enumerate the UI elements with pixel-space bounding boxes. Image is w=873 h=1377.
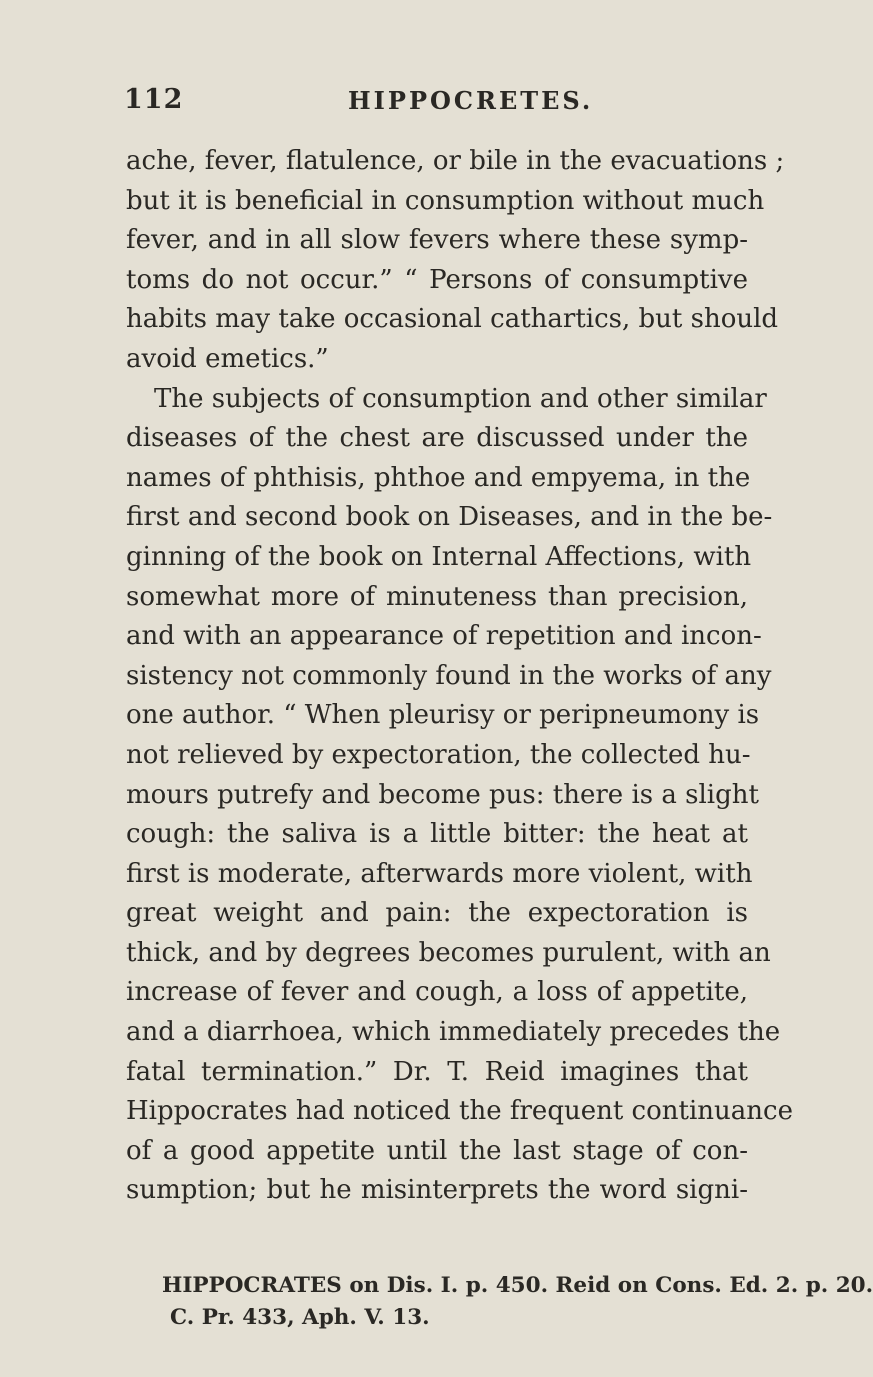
page-number: 112 (124, 84, 184, 115)
footnote (162, 1270, 873, 1334)
text-line: somewhat more of minuteness than precision, (126, 581, 748, 612)
text-line: sistency not commonly found in the works of any (126, 660, 772, 691)
text-line: habits may take occasional cathartics, but should (126, 304, 779, 335)
text-line: first is moderate, afterwards more violent, with (126, 858, 753, 889)
text-line: and with an appearance of repetition and incon- (126, 621, 762, 652)
text-line: of a good appetite until the last stage of con- (126, 1135, 748, 1166)
text-line: fever, and in all slow fevers where these symp- (126, 225, 748, 256)
text-line: mours putrefy and become pus: there is a slight (126, 779, 759, 810)
text-line: sumption; but he misinterprets the word signi- (126, 1175, 748, 1206)
text-line: avoid emetics.” (126, 343, 329, 374)
text-line: great weight and pain: the expectoration is (126, 898, 748, 929)
text-line: and a diarrhoea, which immediately precedes the (126, 1017, 781, 1048)
text-line: ginning of the book on Internal Affections, with (126, 541, 752, 572)
footnote-line: C. Pr. 433, Aph. V. 13. (170, 1305, 430, 1330)
body-text (126, 142, 793, 1211)
text-line: not relieved by expectoration, the collected hu- (126, 739, 751, 770)
footnote-line: HIPPOCRATES on Dis. I. p. 450. Reid on Cons. Ed. 2. p. 20. (162, 1273, 873, 1298)
text-line: one author. “ When pleurisy or peripneumony is (126, 700, 760, 731)
text-line: first and second book on Diseases, and in the be- (126, 502, 773, 533)
running-head (124, 84, 724, 124)
paragraph-start-line: The subjects of consumption and other similar (154, 383, 767, 414)
text-line: cough: the saliva is a little bitter: the heat at (126, 819, 748, 850)
text-line: fatal termination.” Dr. T. Reid imagines that (126, 1056, 748, 1087)
text-line: increase of fever and cough, a loss of appetite, (126, 977, 748, 1008)
text-line: toms do not occur.” “ Persons of consumptive (126, 264, 748, 295)
text-line: but it is beneficial in consumption without much (126, 185, 765, 216)
running-title: HIPPOCRETES. (348, 86, 594, 115)
text-line: diseases of the chest are discussed under the (126, 423, 748, 454)
text-line: names of phthisis, phthoe and empyema, in the (126, 462, 751, 493)
text-line: Hippocrates had noticed the frequent continuance (126, 1096, 793, 1127)
text-line: thick, and by degrees becomes purulent, with an (126, 937, 771, 968)
text-line: ache, fever, flatulence, or bile in the evacuations ; (126, 146, 785, 176)
